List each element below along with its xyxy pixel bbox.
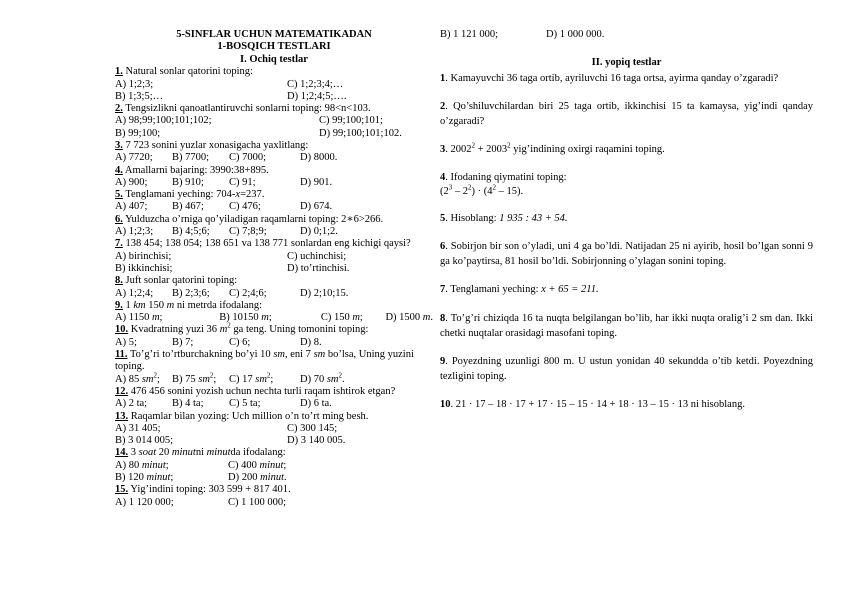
option-d: D) 99;100;101;102. bbox=[319, 127, 402, 139]
question-text: Juft sonlar qatorini toping: bbox=[125, 275, 238, 287]
options-row bbox=[115, 128, 433, 140]
problem-5 bbox=[440, 212, 813, 227]
question-11-cont: toping. bbox=[115, 361, 145, 373]
question-text: To’g’ri to’rtburchakning bo’yi 10 bbox=[129, 349, 274, 361]
question-text: Yig’indini toping: 303 599 + 817 401. bbox=[130, 484, 291, 496]
option-a: A) birinchisi; bbox=[115, 250, 172, 262]
question-text: Yulduzcha o’rniga qo’yiladigan raqamlarni toping: 2∗6>266. bbox=[125, 213, 384, 225]
options-row bbox=[115, 79, 433, 91]
sep: ; bbox=[170, 472, 174, 484]
unit-m: m bbox=[166, 299, 175, 311]
question-text: Raqamlar bilan yozing: Uch million o’n to’rt ming besh. bbox=[130, 410, 369, 422]
unit: m bbox=[151, 312, 160, 324]
options-row bbox=[115, 288, 433, 300]
option-value: A) 85 bbox=[115, 373, 142, 385]
option-a: A) 1;2;4; bbox=[115, 287, 154, 299]
option-d: D) 901. bbox=[300, 176, 333, 188]
unit: sm bbox=[255, 373, 267, 385]
option-d bbox=[300, 371, 345, 386]
unit-sm: sm bbox=[313, 349, 326, 361]
problem-number: 3 bbox=[440, 144, 446, 156]
options-row bbox=[115, 460, 433, 472]
option-a: A) 31 405; bbox=[115, 422, 161, 434]
option-b bbox=[219, 312, 321, 324]
problem-number: 9 bbox=[440, 356, 446, 368]
superscript: 3 bbox=[448, 183, 453, 192]
unit: sm bbox=[198, 373, 210, 385]
question-12 bbox=[115, 386, 433, 398]
problem-text: . Qo’shiluvchilardan biri 25 taga ortib, ikkinchisi 15 ta kamaysa, yig’indi qanday o’zgaradi? bbox=[440, 101, 813, 127]
options-row bbox=[115, 177, 433, 189]
problem-text: . Ifodaning qiymatini toping: bbox=[445, 172, 567, 184]
option-a: A) 7720; bbox=[115, 152, 153, 164]
superscript: 2 bbox=[471, 141, 475, 150]
question-6 bbox=[115, 214, 433, 226]
option-d: D) 2;10;15. bbox=[300, 287, 349, 299]
superscript: 2 bbox=[338, 371, 343, 380]
unit: m bbox=[352, 312, 360, 324]
options-row bbox=[115, 472, 433, 484]
problem-7 bbox=[440, 283, 813, 298]
question-text: da ifodalang: bbox=[230, 447, 286, 459]
expression: 1 935 : 43 + 54. bbox=[499, 212, 568, 224]
option-d bbox=[385, 312, 433, 324]
expr-part: – 2 bbox=[452, 185, 468, 197]
unit: minut bbox=[260, 472, 285, 484]
option-d: D) 1 000 000. bbox=[546, 29, 605, 40]
sep: ; bbox=[270, 373, 274, 385]
option-c: C) 91; bbox=[229, 176, 256, 188]
option-c: C) 1 100 000; bbox=[228, 496, 287, 508]
question-2 bbox=[115, 103, 433, 115]
sep: ; bbox=[359, 312, 363, 324]
option-value: B) 120 bbox=[115, 472, 147, 484]
expr-part: – 15). bbox=[496, 185, 524, 197]
unit: sm bbox=[141, 373, 154, 385]
question-text: 7 723 sonini yuzlar xonasigacha yaxlitlang: bbox=[125, 140, 309, 151]
options-row bbox=[115, 371, 433, 386]
question-15 bbox=[115, 484, 433, 496]
variable-x: x bbox=[235, 189, 241, 201]
option-c bbox=[228, 460, 286, 472]
problem-number: 7 bbox=[440, 284, 446, 296]
question-10 bbox=[115, 321, 433, 336]
question-number: 3. bbox=[115, 140, 123, 151]
question-number: 12. bbox=[115, 385, 129, 397]
option-a: A) 900; bbox=[115, 176, 148, 188]
section-open-tests: I. Ochiq testlar bbox=[240, 53, 308, 65]
option-c: C) 1;2;3;4;… bbox=[287, 78, 344, 90]
sep: ; bbox=[157, 373, 160, 385]
options-row bbox=[115, 152, 433, 164]
option-value: B) 75 bbox=[172, 373, 199, 385]
problem-number: 6 bbox=[440, 241, 446, 253]
option-c: C) 476; bbox=[229, 201, 261, 213]
question-text: ni metrda ifodalang: bbox=[174, 299, 262, 311]
option-a: A) 1;2;3; bbox=[115, 78, 154, 90]
option-b bbox=[172, 371, 229, 386]
end: . bbox=[430, 312, 433, 324]
title-line-1: 5-SINFLAR UCHUN MATEMATIKADAN bbox=[176, 29, 372, 40]
question-8 bbox=[115, 275, 433, 287]
problem-text: yig’indining oxirgi raqamini toping. bbox=[510, 144, 665, 156]
question-number: 4. bbox=[115, 164, 123, 176]
question-text: Natural sonlar qatorini toping: bbox=[125, 66, 253, 78]
question-text: Tenglamani yeching: 704- bbox=[125, 189, 236, 201]
left-column bbox=[115, 29, 433, 509]
unit: m bbox=[422, 312, 431, 324]
question-number: 2. bbox=[115, 103, 123, 115]
option-d: D) 674. bbox=[300, 201, 333, 213]
spacer bbox=[440, 41, 813, 57]
option-a: A) 407; bbox=[115, 201, 148, 213]
option-value: D) 70 bbox=[300, 373, 327, 385]
end: . bbox=[284, 472, 287, 484]
question-number: 10. bbox=[115, 324, 129, 336]
option-a: A) 2 ta; bbox=[115, 398, 148, 410]
right-column bbox=[440, 29, 813, 413]
problem-2 bbox=[440, 100, 813, 129]
option-a bbox=[115, 460, 228, 472]
end: . bbox=[342, 373, 345, 385]
question-1 bbox=[115, 66, 433, 78]
question-number: 7. bbox=[115, 238, 123, 250]
problem-3 bbox=[440, 143, 813, 158]
option-value: A) 1150 bbox=[115, 312, 152, 324]
options-row bbox=[115, 312, 433, 324]
option-b: B) 910; bbox=[172, 176, 204, 188]
expr-part: (2 bbox=[440, 185, 449, 197]
question-text: ga teng. Uning tomonini toping: bbox=[230, 324, 369, 336]
question-14 bbox=[115, 447, 433, 459]
option-a bbox=[115, 371, 172, 386]
question-text: , eni 7 bbox=[284, 349, 314, 361]
option-value: D) 1500 bbox=[385, 312, 423, 324]
question-number: 1. bbox=[115, 66, 123, 78]
question-5 bbox=[115, 189, 433, 201]
options-row bbox=[115, 226, 433, 238]
option-c bbox=[321, 312, 386, 324]
question-text: bo’lsa, Uning yuzini bbox=[325, 349, 414, 361]
option-b: B) 7700; bbox=[172, 152, 210, 164]
option-value: C) 400 bbox=[228, 459, 260, 471]
option-b: B) 4;5;6; bbox=[172, 226, 210, 238]
question-3 bbox=[115, 140, 433, 152]
option-value: B) 10150 bbox=[219, 312, 262, 324]
expression: x + 65 = 211. bbox=[541, 284, 599, 296]
unit: minut bbox=[141, 459, 166, 471]
question-text: 476 456 sonini yozish uchun nechta turli raqam ishtirok etgan? bbox=[130, 385, 396, 397]
option-c: C) uchinchisi; bbox=[287, 250, 347, 262]
option-b: B) 99;100; bbox=[115, 127, 161, 139]
option-b: B) 1;3;5;… bbox=[115, 90, 164, 102]
question-text-end: =237. bbox=[240, 189, 265, 201]
problem-text: + 2003 bbox=[475, 144, 508, 156]
superscript: 2 bbox=[266, 371, 271, 380]
question-9 bbox=[115, 300, 433, 312]
options-row bbox=[115, 423, 433, 435]
problem-10 bbox=[440, 398, 813, 413]
question-number: 5. bbox=[115, 189, 123, 201]
option-value: A) 80 bbox=[115, 459, 142, 471]
option-b: B) 2;3;6; bbox=[172, 287, 210, 299]
option-d: D) 8000. bbox=[300, 152, 338, 164]
question-text: Amallarni bajaring: 3990:38+895. bbox=[124, 164, 269, 176]
option-c: C) 2;4;6; bbox=[229, 287, 267, 299]
option-b: B) 4 ta; bbox=[172, 398, 204, 410]
option-c bbox=[229, 371, 300, 386]
problem-4-expression bbox=[440, 183, 813, 198]
question-text: Tengsizlikni qanoatlantiruvchi sonlarni toping: 98<n<103. bbox=[125, 103, 371, 115]
problem-6 bbox=[440, 240, 813, 269]
problem-text: . Kamayuvchi 36 taga ortib, ayriluvchi 16 taga ortsa, ayirma qanday o’zgaradi? bbox=[445, 72, 779, 84]
question-11 bbox=[115, 349, 433, 361]
question-text: 150 bbox=[145, 299, 167, 311]
question-text: 20 bbox=[156, 447, 172, 459]
question-4 bbox=[115, 165, 433, 177]
question-text: 3 bbox=[130, 447, 139, 459]
superscript: 2 bbox=[209, 371, 214, 380]
option-value: C) 17 bbox=[229, 373, 256, 385]
sep: ; bbox=[268, 312, 272, 324]
options-row bbox=[115, 497, 433, 509]
option-b: B) 1 121 000; bbox=[440, 29, 499, 40]
option-c: C) 99;100;101; bbox=[319, 115, 383, 127]
problem-text: . 21 · 17 – 18 · 17 + 17 · 15 – 15 · 14 + 18 · 13 – 15 · 13 ni hisoblang. bbox=[450, 399, 745, 411]
options-row bbox=[115, 263, 433, 275]
option-d: D) 3 140 005. bbox=[287, 435, 346, 447]
option-d: D) to’rtinchisi. bbox=[287, 262, 350, 274]
unit: minut bbox=[259, 459, 284, 471]
options-row bbox=[115, 398, 433, 410]
question-13 bbox=[115, 411, 433, 423]
unit-soat: soat bbox=[138, 447, 157, 459]
option-b bbox=[115, 472, 228, 484]
superscript: 2 bbox=[492, 183, 496, 192]
problem-number: 5 bbox=[440, 212, 446, 224]
problem-text: . Tenglamani yeching: bbox=[445, 284, 542, 296]
option-d bbox=[228, 472, 287, 484]
option-d: D) 1;2;4;5;…. bbox=[287, 90, 347, 102]
option-a: A) 1 120 000; bbox=[115, 496, 174, 508]
question-number: 9. bbox=[115, 299, 123, 311]
unit: m bbox=[261, 312, 269, 324]
unit-minut: minut bbox=[171, 447, 196, 459]
problem-text: . 2002 bbox=[445, 144, 472, 156]
option-b: B) 467; bbox=[172, 201, 204, 213]
expr-part: ) · (4 bbox=[471, 185, 493, 197]
option-c: C) 300 145; bbox=[287, 422, 338, 434]
question-number: 6. bbox=[115, 213, 123, 225]
sep: ; bbox=[159, 312, 163, 324]
problem-text: . Hisoblang: bbox=[445, 212, 500, 224]
sep: ; bbox=[165, 459, 169, 471]
unit: minut bbox=[146, 472, 171, 484]
unit: sm bbox=[326, 373, 339, 385]
option-d: D) 8. bbox=[300, 336, 322, 348]
question-text: Kvadratning yuzi 36 bbox=[130, 324, 220, 336]
option-d: D) 6 ta. bbox=[300, 398, 332, 410]
unit-sm: sm bbox=[273, 349, 285, 361]
superscript: 2 bbox=[468, 183, 472, 192]
option-a bbox=[115, 312, 219, 324]
options-row bbox=[115, 91, 433, 103]
question-number: 11. bbox=[115, 349, 128, 361]
unit-m: m bbox=[219, 324, 228, 336]
question-number: 8. bbox=[115, 275, 123, 287]
problem-number: 1 bbox=[440, 72, 446, 84]
option-c: C) 6; bbox=[229, 336, 251, 348]
problem-number: 10 bbox=[440, 399, 451, 411]
superscript: 2 bbox=[227, 321, 231, 330]
question-number: 15. bbox=[115, 484, 129, 496]
sep: ; bbox=[213, 373, 217, 385]
problem-1 bbox=[440, 72, 813, 87]
options-row bbox=[440, 29, 813, 41]
problem-text: . Poyezdning uzunligi 800 m. U ustun yonidan 40 sekundda o’tib ketdi. Poyezdning tezligini toping. bbox=[440, 356, 813, 382]
problem-8 bbox=[440, 312, 813, 341]
question-number: 14. bbox=[115, 447, 129, 459]
option-a: A) 5; bbox=[115, 336, 137, 348]
option-b: B) 3 014 005; bbox=[115, 435, 174, 447]
options-row bbox=[115, 115, 433, 127]
option-value: D) 200 bbox=[228, 472, 261, 484]
problem-number: 2 bbox=[440, 101, 446, 113]
option-b: B) ikkinchisi; bbox=[115, 262, 173, 274]
unit-minut: minut bbox=[206, 447, 231, 459]
superscript: 2 bbox=[507, 141, 511, 150]
option-value: C) 150 bbox=[320, 312, 353, 324]
options-row bbox=[115, 251, 433, 263]
problem-text: . To’g’ri chiziqda 16 ta nuqta belgilangan bo’lib, har ikki nuqta oralig’i 2 sm dan. Ikki chetki nuqtalar orasidagi masofani toping. bbox=[440, 313, 813, 339]
options-row bbox=[115, 435, 433, 447]
problem-9 bbox=[440, 355, 813, 384]
option-d: D) 0;1;2. bbox=[300, 226, 338, 238]
question-text: ni bbox=[195, 447, 207, 459]
question-number: 13. bbox=[115, 410, 129, 422]
option-a: A) 1;2;3; bbox=[115, 226, 154, 238]
option-c: C) 7000; bbox=[229, 152, 267, 164]
sep: ; bbox=[283, 459, 287, 471]
question-text: 138 454; 138 054; 138 651 va 138 771 sonlardan eng kichigi qaysi? bbox=[125, 238, 411, 250]
problem-number: 8 bbox=[440, 313, 446, 325]
problem-number: 4 bbox=[440, 172, 446, 184]
title-line-2: 1-BOSQICH TESTLARI bbox=[217, 41, 331, 53]
option-b: B) 7; bbox=[172, 336, 194, 348]
option-c: C) 7;8;9; bbox=[229, 226, 267, 238]
question-7 bbox=[115, 238, 433, 250]
options-row bbox=[115, 337, 433, 349]
question-text: 1 bbox=[125, 299, 134, 311]
superscript: 2 bbox=[153, 371, 158, 380]
option-c: C) 5 ta; bbox=[229, 398, 261, 410]
section-closed-tests: II. yopiq testlar bbox=[591, 57, 662, 69]
option-a: A) 98;99;100;101;102; bbox=[115, 115, 212, 127]
unit-km: km bbox=[133, 299, 146, 311]
options-row bbox=[115, 201, 433, 213]
problem-text: . Sobirjon bir son o’yladi, uni 4 ga bo’ldi. Natijadan 25 ni ayirib, hosil bo’lgan sonni 9 ga ko’paytirsa, 81 hosil bo’ldi. Sobirjonning o’ylagan sonini toping. bbox=[440, 241, 813, 267]
